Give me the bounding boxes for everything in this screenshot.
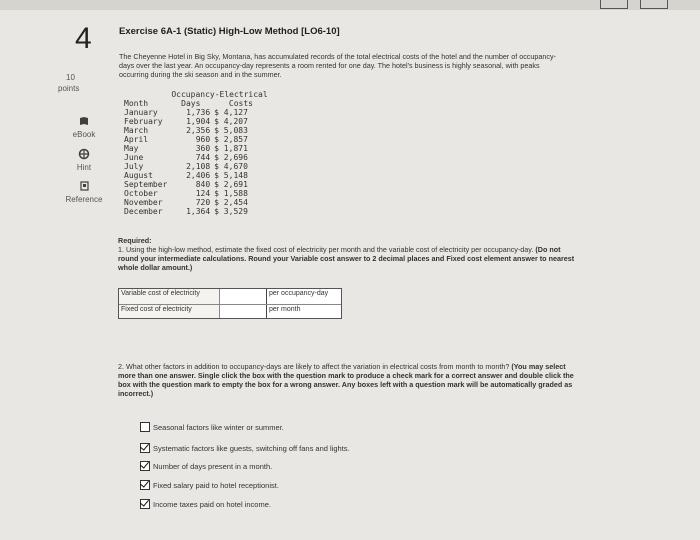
table-row	[122, 171, 270, 180]
reference-icon	[78, 180, 90, 192]
days-cell: 1,904	[186, 117, 211, 126]
answer-unit: per occupancy-day	[267, 289, 341, 304]
days-cell: 720	[195, 198, 211, 207]
option-income-taxes[interactable]	[140, 499, 271, 509]
month-cell: October	[124, 189, 158, 198]
occupancy-cost-table	[122, 90, 270, 216]
table-row	[122, 207, 270, 216]
table-row	[122, 153, 270, 162]
table-row	[122, 189, 270, 198]
sidebar-item-label: Reference	[65, 195, 103, 204]
book-icon	[78, 115, 90, 127]
cost-cell: $ 2,696	[214, 153, 248, 162]
required-instruction: (Do not round your intermediate calculations. Round your Variable cost answer to 2 decimal places and Fixed cost element answer to nearest whole dollar amount.)	[118, 245, 575, 272]
cost-cell: $ 1,871	[214, 144, 248, 153]
points-value: 10	[66, 73, 75, 82]
sidebar-item-label: eBook	[72, 130, 96, 139]
days-cell: 1,364	[186, 207, 211, 216]
month-cell: September	[124, 180, 168, 189]
table-row	[122, 117, 270, 126]
checkbox-checked-icon[interactable]	[140, 443, 150, 453]
table-row	[122, 180, 270, 189]
option-label: Fixed salary paid to hotel receptionist.	[153, 480, 279, 490]
table-row	[122, 144, 270, 153]
month-cell: January	[124, 108, 158, 117]
days-cell: 2,108	[186, 162, 211, 171]
table-header: Days	[181, 99, 201, 108]
cost-cell: $ 4,127	[214, 108, 248, 117]
option-days-in-month[interactable]	[140, 461, 272, 471]
sidebar-item-reference[interactable]	[62, 180, 106, 204]
hint-icon	[78, 148, 90, 160]
required-section	[118, 236, 578, 272]
cost-cell: $ 2,454	[214, 198, 248, 207]
option-systematic[interactable]	[140, 443, 350, 453]
table-row	[122, 126, 270, 135]
option-label: Seasonal factors like winter or summer.	[153, 422, 284, 432]
month-cell: February	[124, 117, 163, 126]
question-2-text: 2. What other factors in addition to occupancy-days are likely to affect the variation in electrical costs from month to month?	[118, 362, 510, 371]
top-bar-tab[interactable]	[600, 0, 628, 9]
top-bar-tab[interactable]	[640, 0, 668, 9]
exercise-intro: The Cheyenne Hotel in Big Sky, Montana, has accumulated records of the total electrical costs of the hotel and the number of occupancy-days over the last year. An occupancy-day represents a room rented for one day. The hotel's business is highly seasonal, with peaks occurring during the ski season and in the summer.	[119, 52, 556, 79]
answer-label: Variable cost of electricity	[119, 289, 220, 304]
sidebar	[0, 10, 110, 540]
month-cell: April	[124, 135, 149, 144]
option-label: Income taxes paid on hotel income.	[153, 499, 271, 509]
cost-cell: $ 2,691	[214, 180, 248, 189]
answer-row-fixed	[119, 305, 341, 318]
answer-row-variable	[119, 289, 341, 305]
option-label: Systematic factors like guests, switching off fans and lights.	[153, 443, 350, 453]
cost-cell: $ 3,529	[214, 207, 248, 216]
cost-cell: $ 4,670	[214, 162, 248, 171]
checkbox-checked-icon[interactable]	[140, 461, 150, 471]
month-cell: July	[124, 162, 144, 171]
table-header: Costs	[228, 99, 253, 108]
option-fixed-salary[interactable]	[140, 480, 279, 490]
month-cell: March	[124, 126, 149, 135]
cost-cell: $ 4,207	[214, 117, 248, 126]
sidebar-item-ebook[interactable]	[62, 115, 106, 139]
month-cell: June	[124, 153, 144, 162]
cost-cell: $ 2,857	[214, 135, 248, 144]
fixed-cost-input[interactable]	[220, 305, 267, 318]
option-seasonal[interactable]	[140, 422, 284, 432]
month-cell: May	[124, 144, 139, 153]
days-cell: 1,736	[186, 108, 211, 117]
days-cell: 840	[195, 180, 211, 189]
days-cell: 124	[195, 189, 211, 198]
answer-label: Fixed cost of electricity	[119, 305, 220, 318]
table-row	[122, 135, 270, 144]
days-cell: 360	[195, 144, 211, 153]
days-cell: 2,356	[186, 126, 211, 135]
variable-cost-input[interactable]	[220, 289, 267, 304]
table-header: Month	[124, 99, 149, 108]
days-cell: 2,406	[186, 171, 211, 180]
days-cell: 744	[195, 153, 211, 162]
question-number: 4	[75, 22, 92, 55]
question-2-instruction: (You may select more than one answer. Single click the box with the question mark to produce a check mark for a correct answer and double click the box with the question mark to empty the box for a wrong answer. Any boxes left with a question mark will be automatically graded as incorrect.)	[118, 362, 574, 398]
cost-cell: $ 5,148	[214, 171, 248, 180]
table-header-group: Occupancy-Electrical	[171, 90, 268, 99]
cost-cell: $ 1,588	[214, 189, 248, 198]
option-label: Number of days present in a month.	[153, 461, 273, 471]
cost-cell: $ 5,083	[214, 126, 248, 135]
month-cell: November	[124, 198, 163, 207]
table-row	[122, 198, 270, 207]
points-display	[58, 72, 79, 94]
required-heading: Required:	[118, 236, 152, 245]
answer-grid	[118, 288, 342, 319]
checkbox-checked-icon[interactable]	[140, 499, 150, 509]
table-row	[122, 108, 270, 117]
sidebar-item-hint[interactable]	[62, 148, 106, 172]
answer-unit: per month	[267, 305, 341, 318]
days-cell: 960	[195, 135, 211, 144]
required-text: 1. Using the high-low method, estimate the fixed cost of electricity per month and the variable cost of electricity per occupancy-day.	[118, 245, 534, 254]
exercise-title: Exercise 6A-1 (Static) High-Low Method [LO6-10]	[119, 26, 340, 37]
month-cell: December	[124, 207, 163, 216]
top-bar	[0, 0, 700, 10]
month-cell: August	[124, 171, 153, 180]
checkbox-icon[interactable]	[140, 422, 150, 432]
table-row	[122, 162, 270, 171]
checkbox-checked-icon[interactable]	[140, 480, 150, 490]
points-label: points	[58, 84, 80, 93]
sidebar-item-label: Hint	[76, 163, 92, 172]
question-2	[118, 362, 578, 398]
